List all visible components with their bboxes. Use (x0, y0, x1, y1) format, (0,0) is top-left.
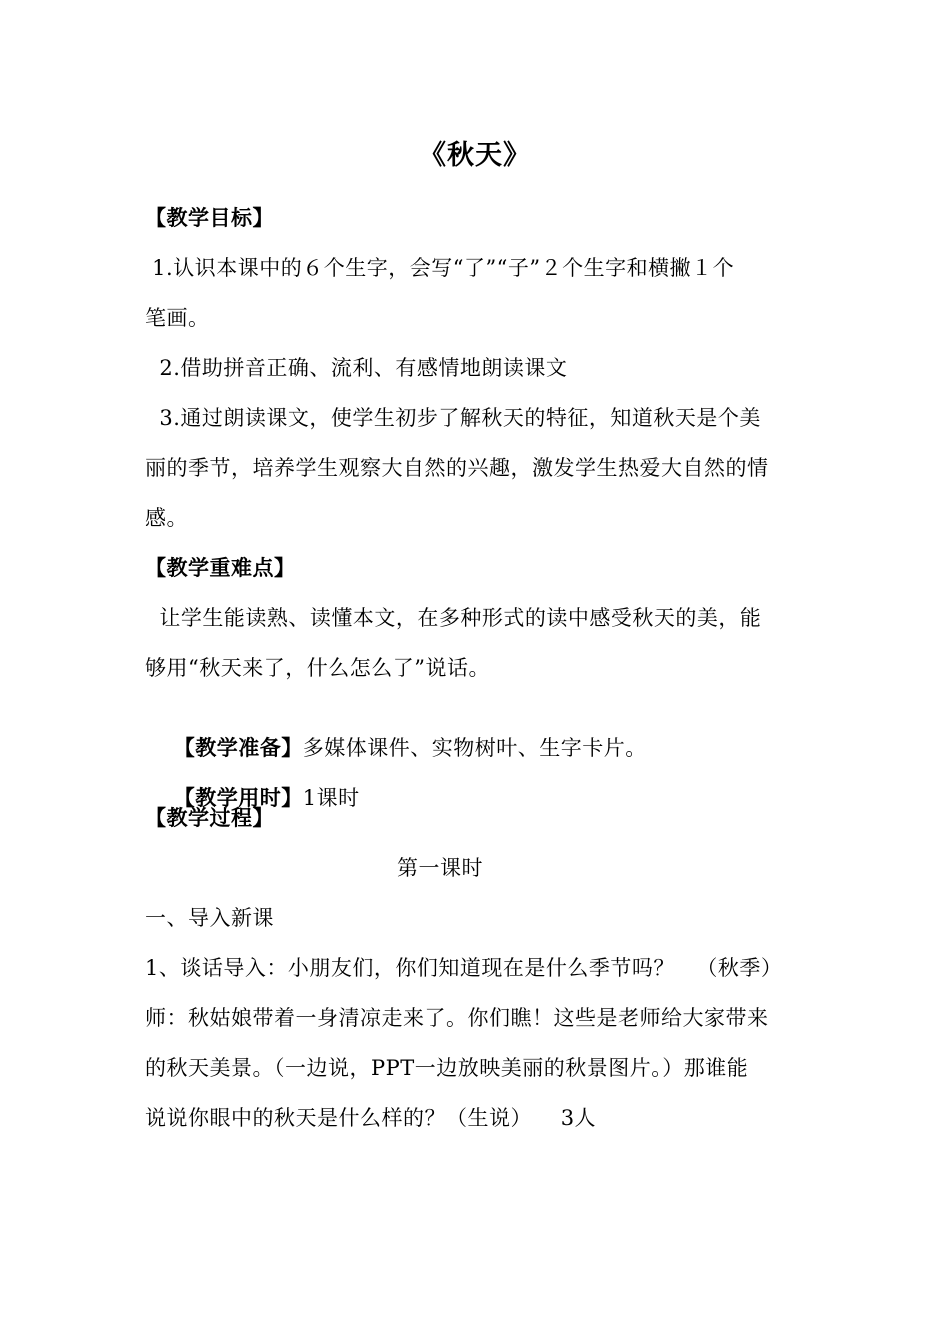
goal-1-line-1: 1.认识本课中的６个生字，会写“了”“子”２个生字和横撇１个 (145, 256, 735, 280)
process-heading: 【教学过程】 (145, 806, 274, 830)
goal-3-line-1: 3.通过朗读课文，使学生初步了解秋天的特征，知道秋天是个美 (145, 406, 761, 430)
goals-heading: 【教学目标】 (145, 206, 274, 230)
document-title: 《秋天》 (419, 140, 531, 171)
goal-2: 2.借助拼音正确、流利、有感情地朗读课文 (145, 356, 568, 380)
key-points-line-1: 让学生能读熟、读懂本文，在多种形式的读中感受秋天的美，能 (145, 606, 762, 630)
goal-3-line-3: 感。 (145, 506, 188, 530)
time-heading: 【教学用时】 (173, 786, 303, 810)
key-points-heading: 【教学重难点】 (145, 556, 296, 580)
paragraph-1-line-1: 1、谈话导入：小朋友们，你们知道现在是什么季节吗？ （秋季） (145, 956, 783, 980)
goal-1-line-2: 笔画。 (145, 306, 210, 330)
paragraph-1-line-4: 说说你眼中的秋天是什么样的？（生说） 3人 (145, 1106, 597, 1130)
lesson-label: 第一课时 (397, 856, 483, 880)
paragraph-1-line-3: 的秋天美景。（一边说，PPT一边放映美丽的秋景图片。）那谁能 (145, 1056, 749, 1080)
key-points-line-2: 够用“秋天来了，什么怎么了”说话。 (145, 656, 490, 680)
section-1-heading: 一、导入新课 (145, 906, 274, 930)
preparation-text: 多媒体课件、实物树叶、生字卡片。 (302, 736, 647, 760)
preparation-heading: 【教学准备】 (173, 736, 303, 760)
paragraph-1-line-2: 师：秋姑娘带着一身清凉走来了。你们瞧！这些是老师给大家带来 (145, 1006, 769, 1030)
goal-3-line-2: 丽的季节，培养学生观察大自然的兴趣，激发学生热爱大自然的情 (145, 456, 769, 480)
time-text: 1课时 (302, 786, 360, 810)
